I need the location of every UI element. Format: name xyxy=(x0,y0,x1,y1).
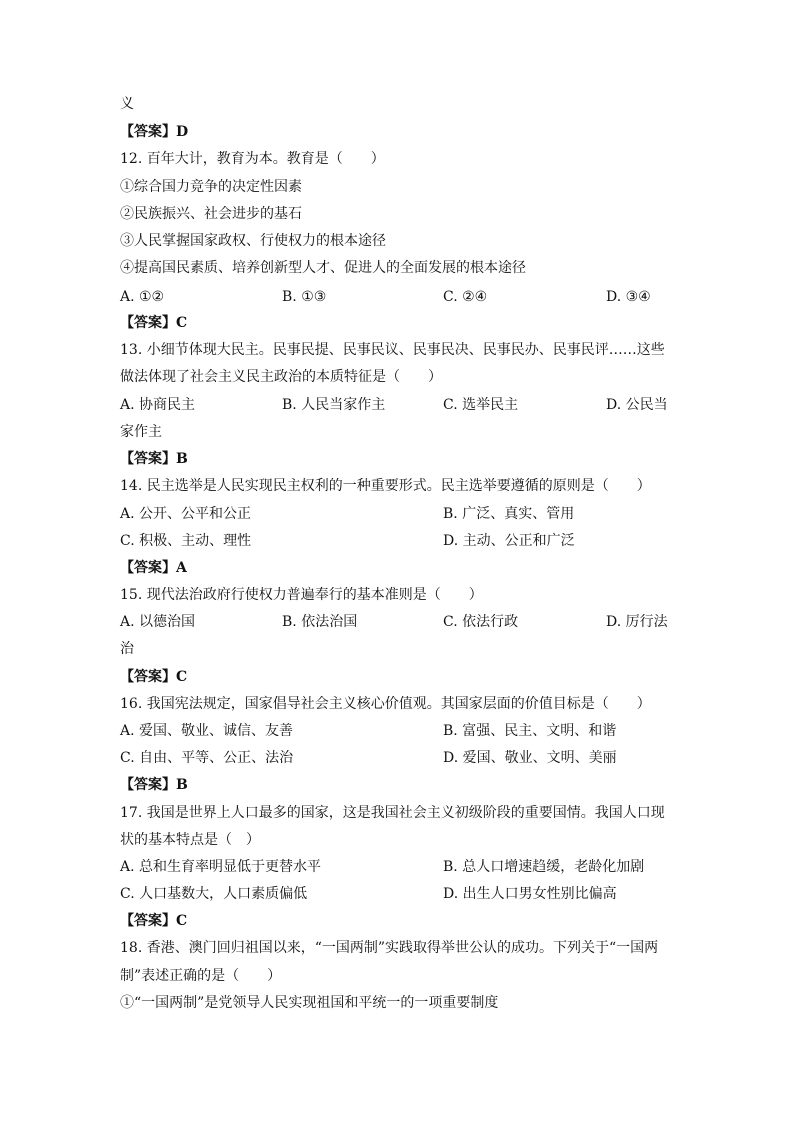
q13-option-a: A. 协商民主 xyxy=(120,397,196,413)
question-18-line-2: 制”表述正确的是（ ） xyxy=(120,968,282,984)
question-15: 15. 现代法治政府行使权力普遍奉行的基本准则是（ ） xyxy=(120,587,483,603)
q15-option-b: B. 依法治国 xyxy=(282,614,358,630)
q12-statement-3: ③人民掌握国家政权、行使权力的根本途径 xyxy=(120,233,386,249)
q17-option-a: A. 总和生育率明显低于更替水平 xyxy=(120,859,322,875)
question-12: 12. 百年大计，教育为本。教育是（ ） xyxy=(120,151,385,167)
question-16: 16. 我国宪法规定，国家倡导社会主义核心价值观。其国家层面的价值目标是（ ） xyxy=(120,696,651,712)
q15-option-d: D. 厉行法 xyxy=(606,614,668,630)
q12-option-a: A. ①② xyxy=(120,289,165,305)
answer-16: 【答案】B xyxy=(120,777,188,793)
question-18-line-1: 18. 香港、澳门回归祖国以来，“一国两制”实践取得举世公认的成功。下列关于“一国两 xyxy=(120,940,659,956)
answer-15: 【答案】C xyxy=(120,669,188,685)
q14-option-b: B. 广泛、真实、管用 xyxy=(443,506,575,522)
question-13-line-1: 13. 小细节体现大民主。民事民提、民事民议、民事民决、民事民办、民事民评……这些 xyxy=(120,342,665,358)
q18-statement-1: ①“一国两制”是党领导人民实现祖国和平统一的一项重要制度 xyxy=(120,995,499,1011)
q17-option-c: C. 人口基数大，人口素质偏低 xyxy=(120,886,308,902)
q13-option-b: B. 人民当家作主 xyxy=(282,397,386,413)
question-17-line-1: 17. 我国是世界上人口最多的国家，这是我国社会主义初级阶段的重要国情。我国人口现 xyxy=(120,805,665,821)
answer-11: 【答案】D xyxy=(120,124,189,140)
q14-option-c: C. 积极、主动、理性 xyxy=(120,533,252,549)
question-17-line-2: 状的基本特点是（ ） xyxy=(120,832,260,848)
question-13-line-2: 做法体现了社会主义民主政治的本质特征是（ ） xyxy=(120,369,442,385)
q16-option-d: D. 爱国、敬业、文明、美丽 xyxy=(443,750,617,766)
q12-statement-1: ①综合国力竞争的决定性因素 xyxy=(120,179,302,195)
q12-statement-2: ②民族振兴、社会进步的基石 xyxy=(120,206,302,222)
q17-option-d: D. 出生人口男女性别比偏高 xyxy=(443,886,617,902)
q15-option-a: A. 以德治国 xyxy=(120,614,196,630)
q15-option-d-continued: 治 xyxy=(120,641,134,657)
q14-option-d: D. 主动、公正和广泛 xyxy=(443,533,575,549)
q17-option-b: B. 总人口增速趋缓，老龄化加剧 xyxy=(443,859,645,875)
q13-option-d-continued: 家作主 xyxy=(120,424,162,440)
q15-option-c: C. 依法行政 xyxy=(443,614,519,630)
answer-17: 【答案】C xyxy=(120,913,188,929)
q12-option-c: C. ②④ xyxy=(443,289,488,305)
q16-option-a: A. 爱国、敬业、诚信、友善 xyxy=(120,723,294,739)
q12-option-d: D. ③④ xyxy=(606,289,651,305)
q13-option-d: D. 公民当 xyxy=(606,397,668,413)
text-line: 义 xyxy=(120,96,134,112)
question-14: 14. 民主选举是人民实现民主权利的一种重要形式。民主选举要遵循的原则是（ ） xyxy=(120,478,651,494)
q13-option-c: C. 选举民主 xyxy=(443,397,519,413)
q12-option-b: B. ①③ xyxy=(282,289,327,305)
answer-12: 【答案】C xyxy=(120,315,188,331)
answer-14: 【答案】A xyxy=(120,560,187,576)
answer-13: 【答案】B xyxy=(120,451,188,467)
q16-option-b: B. 富强、民主、文明、和谐 xyxy=(443,723,617,739)
q12-statement-4: ④提高国民素质、培养创新型人才、促进人的全面发展的根本途径 xyxy=(120,260,526,276)
q16-option-c: C. 自由、平等、公正、法治 xyxy=(120,750,294,766)
q14-option-a: A. 公开、公平和公正 xyxy=(120,506,252,522)
